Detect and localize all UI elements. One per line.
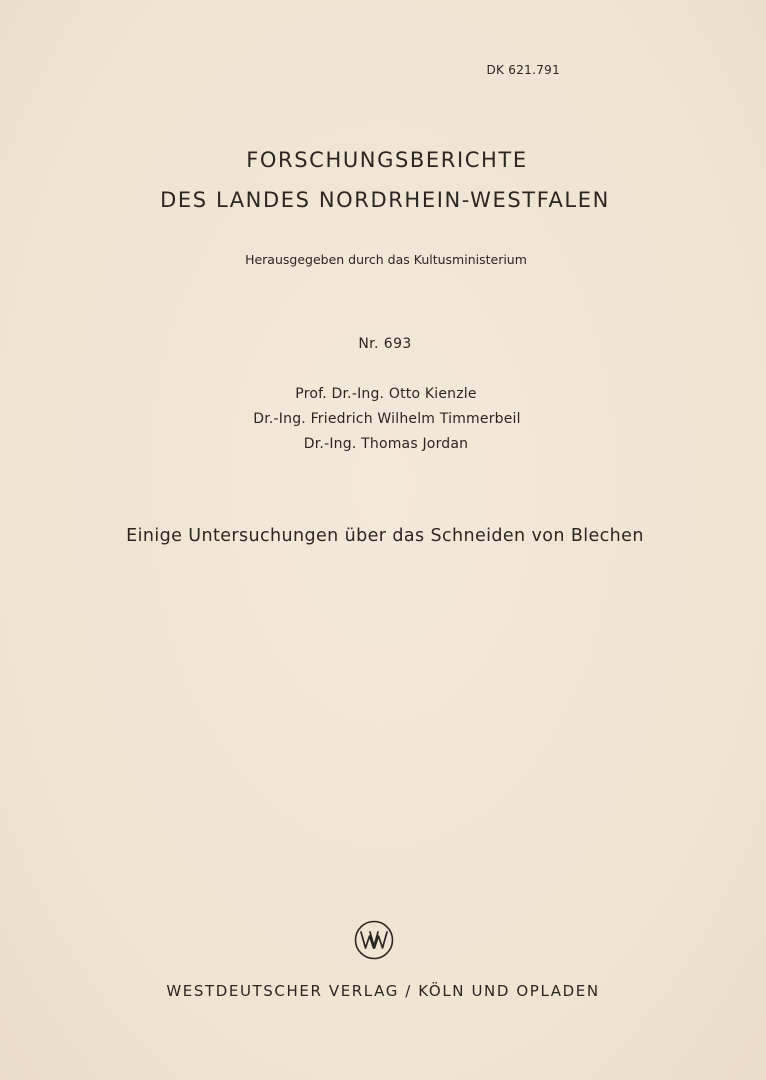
ww-publisher-logo-icon bbox=[354, 920, 394, 960]
publisher-imprint: WESTDEUTSCHER VERLAG / KÖLN UND OPLADEN bbox=[166, 982, 600, 1000]
series-title-line-2: DES LANDES NORDRHEIN-WESTFALEN bbox=[160, 188, 610, 212]
report-number: Nr. 693 bbox=[358, 336, 412, 352]
author-1: Prof. Dr.-Ing. Otto Kienzle bbox=[295, 386, 477, 402]
document-title: Einige Untersuchungen über das Schneiden von Blechen bbox=[126, 526, 644, 546]
editor-note: Herausgegeben durch das Kultusministerium bbox=[245, 252, 527, 267]
author-2: Dr.-Ing. Friedrich Wilhelm Timmerbeil bbox=[253, 411, 521, 427]
classification-number: DK 621.791 bbox=[486, 63, 560, 77]
series-title-line-1: FORSCHUNGSBERICHTE bbox=[246, 148, 528, 172]
author-3: Dr.-Ing. Thomas Jordan bbox=[303, 436, 469, 452]
